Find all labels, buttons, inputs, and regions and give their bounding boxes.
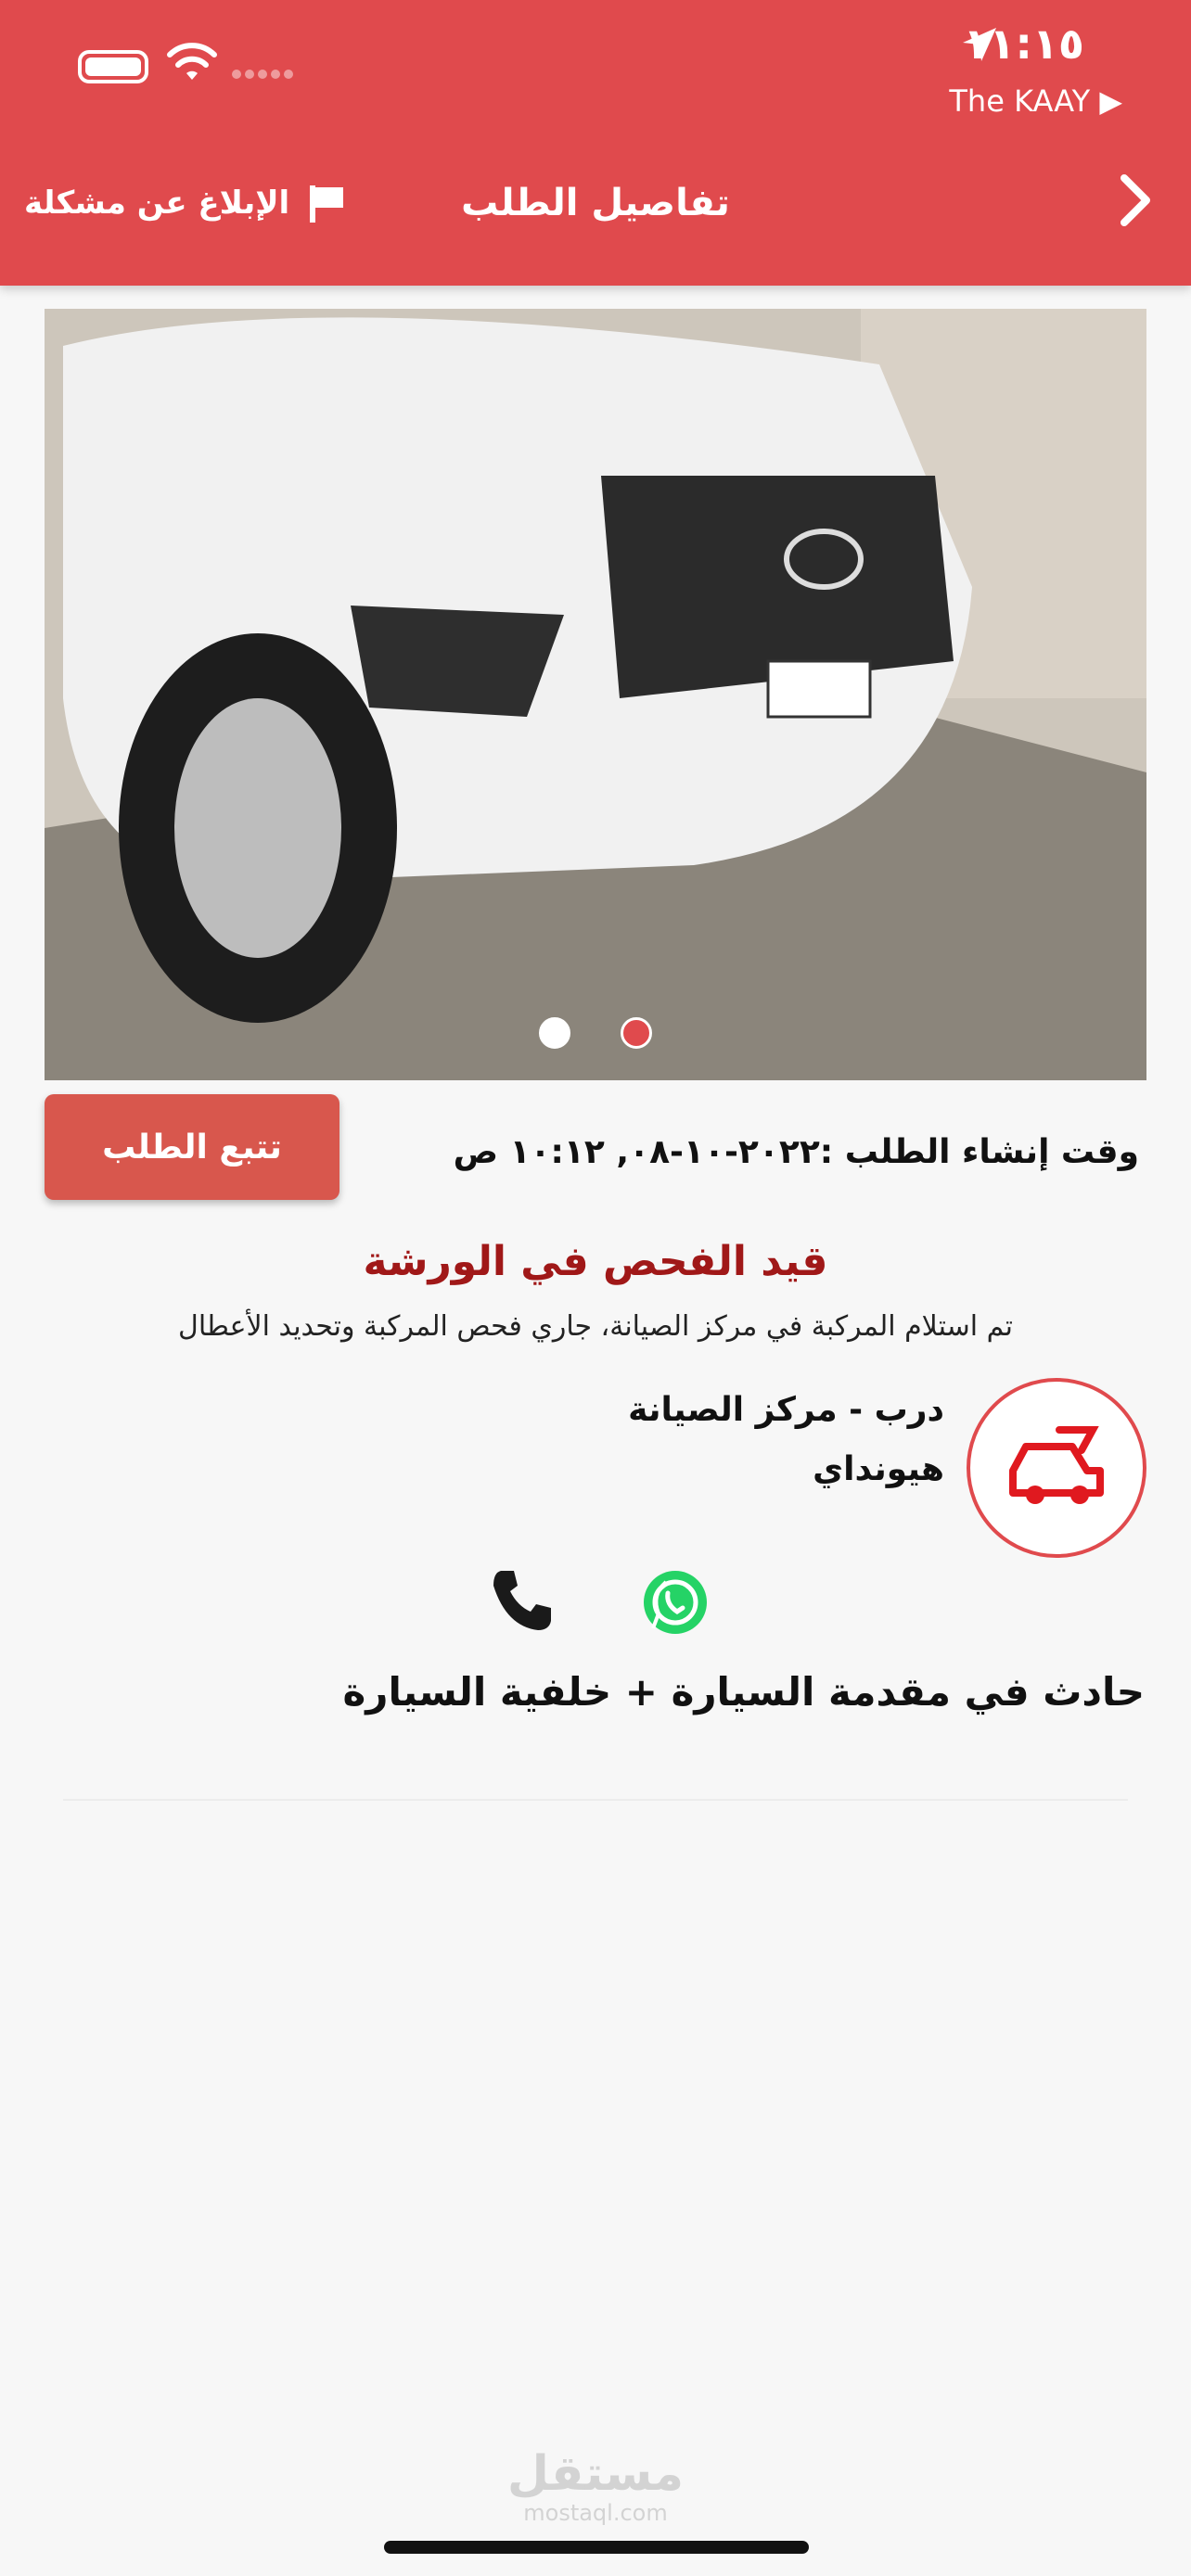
divider <box>63 1799 1128 1801</box>
order-status-description: تم استلام المركبة في مركز الصيانة، جاري فحص المركبة وتحديد الأعطال <box>178 1310 1013 1343</box>
carousel-dot[interactable] <box>621 1017 652 1049</box>
track-order-button[interactable] <box>45 1094 339 1200</box>
car-photo-carousel[interactable] <box>45 309 1146 1080</box>
signal-strength-icon <box>232 65 297 83</box>
page-title: تفاصيل الطلب <box>461 182 730 224</box>
car-repair-icon <box>967 1378 1146 1558</box>
carousel-dot[interactable] <box>539 1017 570 1049</box>
car-brand: هيونداي <box>813 1450 944 1488</box>
car-photo <box>45 309 1146 1080</box>
carrier-back-label[interactable]: The KAAY ▶ <box>949 83 1122 119</box>
home-indicator[interactable] <box>384 2541 809 2554</box>
flag-icon <box>306 182 349 224</box>
service-center-name: درب - مركز الصيانة <box>628 1391 944 1429</box>
track-order-label: تتبع الطلب <box>102 1128 282 1167</box>
carousel-pagination <box>45 1017 1146 1052</box>
battery-icon <box>78 50 148 83</box>
order-status-title: قيد الفحص في الورشة <box>363 1238 828 1285</box>
phone-icon[interactable] <box>484 1563 558 1638</box>
whatsapp-icon[interactable] <box>640 1567 711 1638</box>
order-problem-description: حادث في مقدمة السيارة + خلفية السيارة <box>342 1669 1145 1715</box>
report-problem-label: الإبلاغ عن مشكلة <box>24 185 290 222</box>
status-time: ١١:١٥ <box>963 19 1084 69</box>
wifi-icon <box>167 43 217 85</box>
order-created-time: وقت إنشاء الطلب :٢٠٢٢-١٠-٠٨, ١٠:١٢ ص <box>453 1133 1139 1171</box>
report-problem-button[interactable] <box>24 182 349 224</box>
watermark-latin: mostaql.com <box>523 2500 668 2526</box>
watermark-arabic: مستقل <box>506 2446 685 2502</box>
app-header <box>0 0 1191 286</box>
watermark-logo <box>0 2448 1191 2526</box>
